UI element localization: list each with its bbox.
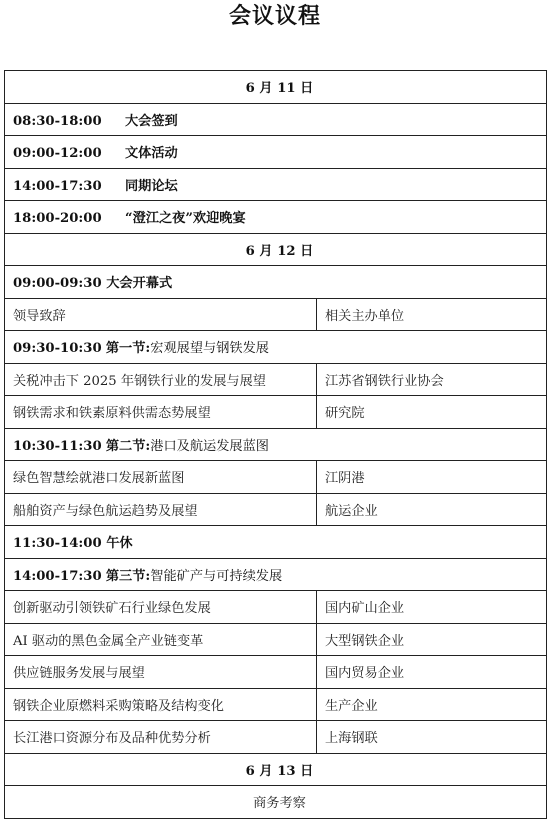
session-row (5, 526, 547, 559)
schedule-time: 09:00-12:00 (13, 146, 102, 162)
schedule-cell (5, 136, 547, 169)
schedule-cell (5, 168, 547, 201)
schedule-time: 14:00-17:30 (13, 178, 102, 194)
talk-topic: 绿色智慧绘就港口发展新蓝图 (5, 461, 317, 494)
lunch-break: 11:30-14:00 午休 (5, 526, 547, 559)
session-row (5, 558, 547, 591)
schedule-time: 08:30-18:00 (13, 113, 102, 129)
talk-speaker: 国内贸易企业 (317, 656, 547, 689)
talk-speaker: 国内矿山企业 (317, 591, 547, 624)
day-header-row (5, 233, 547, 266)
day-header-date: 6 月 13 日 (5, 753, 547, 786)
talk-topic: 长江港口资源分布及品种优势分析 (5, 721, 317, 754)
talk-row (5, 396, 547, 429)
talk-speaker: 航运企业 (317, 493, 547, 526)
talk-row (5, 591, 547, 624)
talk-topic: 船舶资产与绿色航运趋势及展望 (5, 493, 317, 526)
talk-speaker: 相关主办单位 (317, 298, 547, 331)
talk-topic: 领导致辞 (5, 298, 317, 331)
agenda-table (4, 70, 547, 819)
session-header (5, 428, 547, 461)
day-header-date: 6 月 12 日 (5, 233, 547, 266)
session-label: 第二节: (105, 438, 151, 454)
session-theme: 宏观展望与钢铁发展 (150, 341, 269, 357)
session-theme: 智能矿产与可持续发展 (150, 568, 283, 584)
schedule-row (5, 201, 547, 234)
talk-topic: 供应链服务发展与展望 (5, 656, 317, 689)
business-visit: 商务考察 (5, 786, 547, 819)
day-header-row (5, 753, 547, 786)
session-row (5, 331, 547, 364)
page-title: 会议议程 (228, 4, 321, 29)
schedule-activity: 同期论坛 (125, 178, 178, 194)
talk-row (5, 363, 547, 396)
session-row (5, 428, 547, 461)
day-header-date: 6 月 11 日 (5, 71, 547, 104)
talk-row (5, 493, 547, 526)
talk-topic: 钢铁需求和铁素原料供需态势展望 (5, 396, 317, 429)
session-time: 10:30-11:30 (13, 438, 102, 454)
schedule-row (5, 786, 547, 819)
talk-row (5, 298, 547, 331)
talk-speaker: 大型钢铁企业 (317, 623, 547, 656)
schedule-cell (5, 201, 547, 234)
talk-topic: 钢铁企业原燃料采购策略及结构变化 (5, 688, 317, 721)
talk-row (5, 656, 547, 689)
session-time: 14:00-17:30 (13, 568, 102, 584)
talk-row (5, 461, 547, 494)
talk-row (5, 721, 547, 754)
schedule-row (5, 136, 547, 169)
schedule-time: 18:00-20:00 (13, 211, 102, 227)
session-header (5, 558, 547, 591)
talk-speaker: 生产企业 (317, 688, 547, 721)
schedule-activity: 文体活动 (125, 146, 178, 162)
schedule-activity: “澄江之夜”欢迎晚宴 (125, 211, 246, 227)
talk-speaker: 上海钢联 (317, 721, 547, 754)
schedule-activity: 大会签到 (125, 113, 178, 129)
talk-row (5, 623, 547, 656)
talk-topic: 关税冲击下 2025 年钢铁行业的发展与展望 (5, 363, 317, 396)
opening-ceremony: 09:00-09:30 大会开幕式 (5, 266, 547, 299)
session-header (5, 331, 547, 364)
session-theme: 港口及航运发展蓝图 (150, 438, 269, 454)
talk-speaker: 江阴港 (317, 461, 547, 494)
session-row (5, 266, 547, 299)
schedule-row (5, 103, 547, 136)
schedule-cell (5, 103, 547, 136)
talk-topic: 创新驱动引领铁矿石行业绿色发展 (5, 591, 317, 624)
session-time: 09:30-10:30 (13, 341, 102, 357)
schedule-row (5, 168, 547, 201)
session-label: 第三节: (105, 568, 151, 584)
session-label: 第一节: (105, 341, 151, 357)
talk-speaker: 江苏省钢铁行业协会 (317, 363, 547, 396)
talk-row (5, 688, 547, 721)
talk-speaker: 研究院 (317, 396, 547, 429)
day-header-row (5, 71, 547, 104)
talk-topic: AI 驱动的黑色金属全产业链变革 (5, 623, 317, 656)
